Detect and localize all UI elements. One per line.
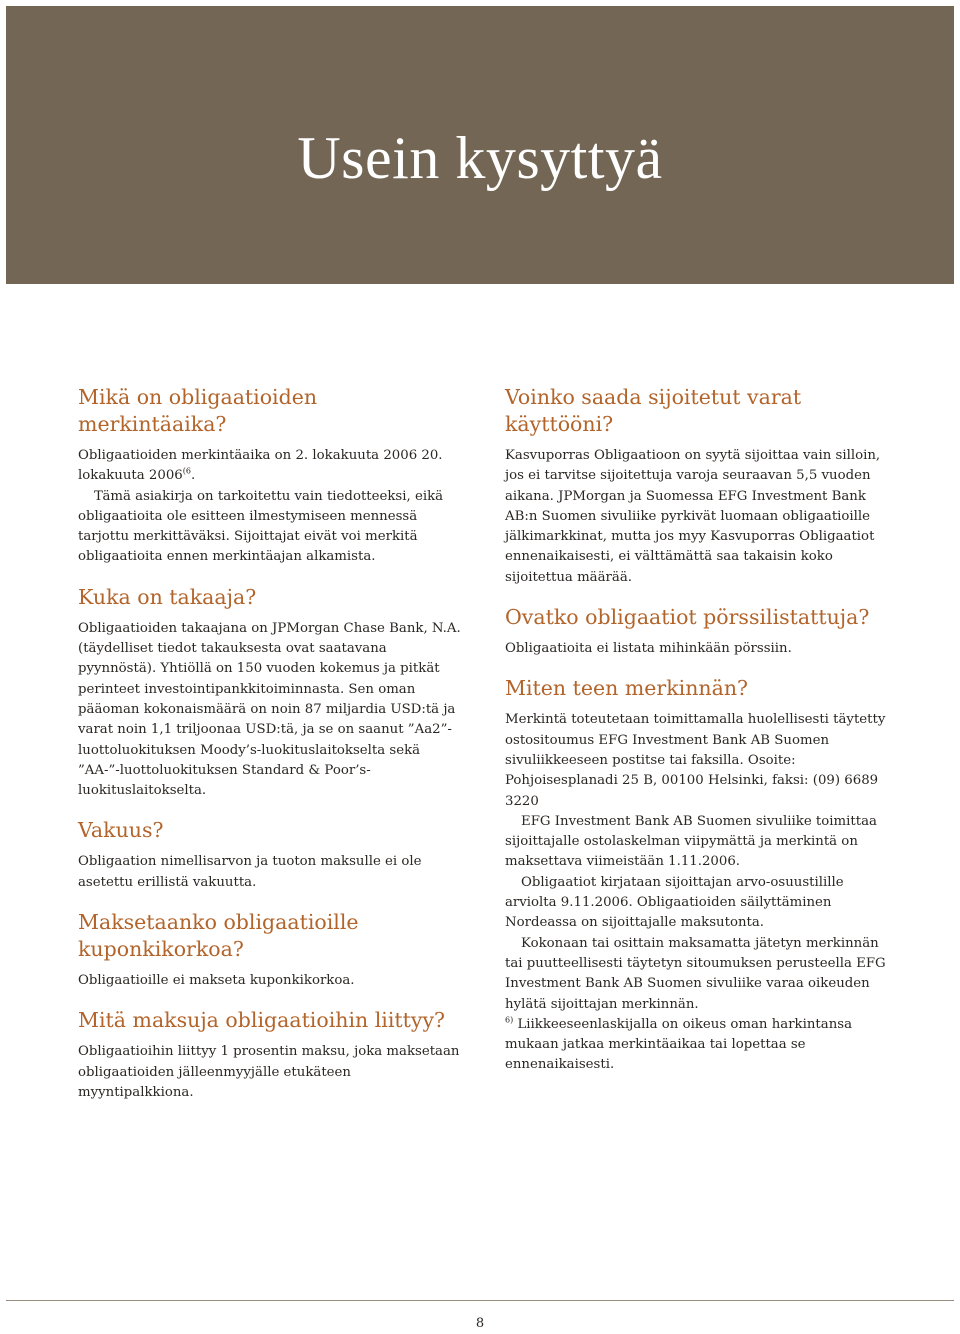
footnote-text: Liikkeeseenlaskijalla on oikeus oman harkintansa mukaan jatkaa merkintäaikaa tai lopettaa se ennenaikaisesti. [505,1016,853,1073]
paragraph: Obligaatiot kirjataan sijoittajan arvo-osuustilille arviolta 9.11.2006. Obligaatioiden säilyttäminen Nordeassa on sijoittajalle maksutonta. [505,874,844,931]
section-heading: Vakuus? [78,818,164,843]
section-heading: Mikä on obligaatioiden merkintäaika? [78,385,318,436]
section-collateral [78,817,463,893]
paragraph: Obligaation nimellisarvon ja tuoton maksulle ei ole asetettu erillistä vakuutta. [78,854,422,890]
section-heading: Mitä maksuja obligaatioihin liittyy? [78,1008,446,1033]
section-heading: Maksetaanko obligaatioille kuponkikorkoa? [78,910,359,962]
paragraph-text: . [190,468,196,484]
paragraph: Obligaatioita ei listata mihinkään pörssiin. [505,641,792,657]
paragraph [78,446,463,487]
page-number: 8 [475,1316,485,1331]
paragraph: Obligaatioihin liittyy 1 prosentin maksu, joka maksetaan obligaatioiden jälleenmyyjälle etukäteen myyntipalkkiona. [78,1044,460,1100]
paragraph-text: Obligaatioiden merkintäaika on 2. lokakuuta 2006 20. lokakuuta 2006 [78,448,443,484]
paragraph: Merkintä toteutetaan toimittamalla huolellisesti täytetty ostositoumus EFG Investment Bank AB Suomen sivuliikkeeseen postitse tai faksilla. Osoite: Pohjoisesplanadi 25 B, 00100 Helsinki, faksi: (09) 6689 3220 [505,712,886,809]
section-heading: Kuka on takaaja? [78,584,257,609]
footnote-marker: 6) [505,1015,514,1025]
right-column [505,384,890,1076]
section-heading: Ovatko obligaatiot pörssilistattuja? [505,605,870,630]
paragraph: Tämä asiakirja on tarkoitettu vain tiedotteeksi, eikä obligaatioita ole esitteen ilmestymiseen mennessä tarjottu merkittäväksi. Sijoittajat eivät voi merkitä obligaatioita ennen merkintäajan alkamista. [78,488,444,565]
paragraph: Kasvuporras Obligaatioon on syytä sijoittaa vain silloin, jos ei tarvitse sijoitettuja varoja seuraavan 5,5 vuoden aikana. JPMorgan ja Suomessa EFG Investment Bank AB:n Suomen sivuliike pyrkivät luomaan obligaatioille jälkimarkkinat, mutta jos myy Kasvuporras Obligaatiot ennenaikaisesti, ei välttämättä saa takaisin koko sijoitettua määrää. [505,448,881,585]
page-title: Usein kysyttyä [297,125,663,191]
paragraph: Obligaatioiden takaajana on JPMorgan Chase Bank, N.A. (täydelliset tiedot takauksesta ovat saatavana pyynnöstä). Yhtiöllä on 150 vuoden kokemus ja pitkät perinteet investointipankkitoiminnasta. Sen oman pääoman kokonaismäärä on noin 87 miljardia USD:tä ja varat noin 1,1 triljoonaa USD:tä, ja se on saanut ”Aa2”-luottoluokituksen Moody’s-luokituslaitokselta sekä ”AA-”-luottoluokituksen Standard & Poor’s-luokituslaitokselta. [78,620,461,799]
section-guarantor [78,584,463,802]
footnote-reference: (6 [182,466,191,476]
title-banner [6,6,954,284]
section-coupon [78,909,463,991]
section-how-to-subscribe [505,675,890,1014]
section-heading: Voinko saada sijoitetut varat käyttööni? [505,385,802,436]
paragraph: EFG Investment Bank AB Suomen sivuliike toimittaa sijoittajalle ostolaskelman viipymättä ja merkintä on maksettava viimeistään 1.11.2006. [505,813,877,870]
footnote [505,1015,890,1076]
section-subscription-period [78,384,463,568]
footer-rule [6,1300,954,1301]
left-column [78,384,463,1103]
paragraph: Obligaatioille ei makseta kuponkikorkoa. [78,973,355,989]
section-listing [505,604,890,659]
section-fees [78,1007,463,1103]
section-liquidity [505,384,890,588]
paragraph: Kokonaan tai osittain maksamatta jätetyn merkinnän tai puutteellisesti täytetyn sitoumuksen perusteella EFG Investment Bank AB Suomen sivuliike varaa oikeuden hylätä sijoittajan merkinnän. [505,935,886,1012]
section-heading: Miten teen merkinnän? [505,676,749,701]
